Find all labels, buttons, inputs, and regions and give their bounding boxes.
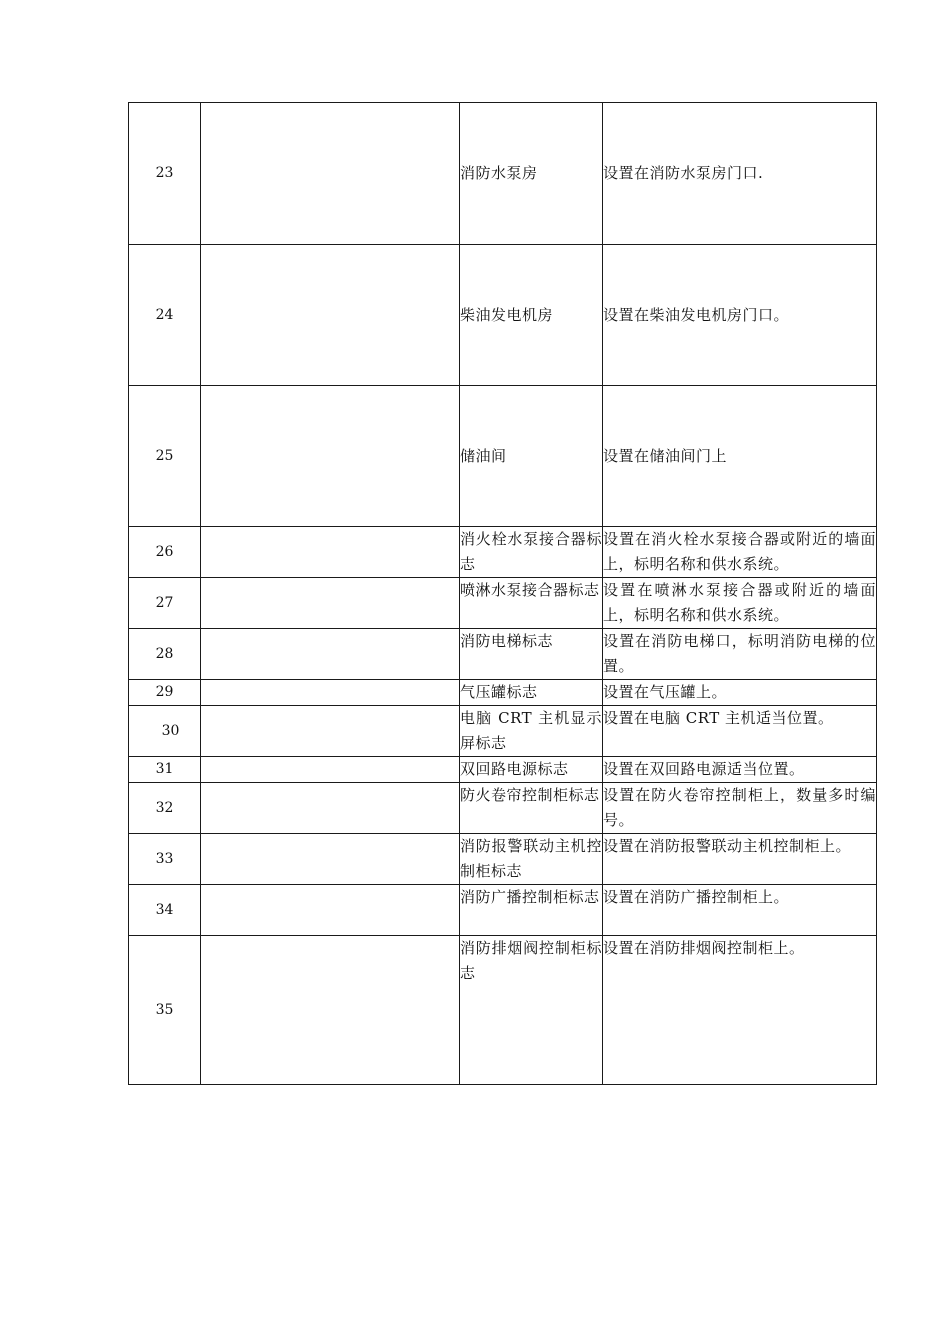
table-row <box>129 936 877 1085</box>
sign-image-cell <box>201 680 460 706</box>
sign-description: 设置在消防排烟阀控制柜上。 <box>603 936 877 1085</box>
sign-description: 设置在喷淋水泵接合器或附近的墙面上，标明名称和供水系统。 <box>603 578 877 629</box>
row-number: 27 <box>129 578 201 629</box>
sign-image-cell <box>201 245 460 386</box>
sign-image-cell <box>201 834 460 885</box>
row-number: 28 <box>129 629 201 680</box>
table-row <box>129 245 877 386</box>
table-row <box>129 834 877 885</box>
sign-description: 设置在消火栓水泵接合器或附近的墙面上，标明名称和供水系统。 <box>603 527 877 578</box>
sign-name: 消防广播控制柜标志 <box>460 885 603 936</box>
sign-name: 柴油发电机房 <box>460 245 603 386</box>
row-number: 26 <box>129 527 201 578</box>
sign-name: 消防排烟阀控制柜标志 <box>460 936 603 1085</box>
sign-image-cell <box>201 629 460 680</box>
sign-description: 设置在气压罐上。 <box>603 680 877 706</box>
sign-name: 消火栓水泵接合器标志 <box>460 527 603 578</box>
table-row <box>129 783 877 834</box>
sign-description: 设置在消防报警联动主机控制柜上。 <box>603 834 877 885</box>
table-row <box>129 578 877 629</box>
sign-name: 喷淋水泵接合器标志 <box>460 578 603 629</box>
row-number: 32 <box>129 783 201 834</box>
sign-name: 防火卷帘控制柜标志 <box>460 783 603 834</box>
table-row <box>129 527 877 578</box>
sign-image-cell <box>201 757 460 783</box>
table-row <box>129 680 877 706</box>
table-row <box>129 629 877 680</box>
sign-image-cell <box>201 885 460 936</box>
row-number: 23 <box>129 103 201 245</box>
sign-image-cell <box>201 706 460 757</box>
row-number: 34 <box>129 885 201 936</box>
sign-description: 设置在消防广播控制柜上。 <box>603 885 877 936</box>
sign-image-cell <box>201 527 460 578</box>
sign-description: 设置在电脑 CRT 主机适当位置。 <box>603 706 877 757</box>
sign-name: 消防水泵房 <box>460 103 603 245</box>
row-number: 24 <box>129 245 201 386</box>
sign-image-cell <box>201 578 460 629</box>
sign-description: 设置在消防电梯口，标明消防电梯的位置。 <box>603 629 877 680</box>
table-row <box>129 706 877 757</box>
sign-description: 设置在双回路电源适当位置。 <box>603 757 877 783</box>
sign-description: 设置在防火卷帘控制柜上，数量多时编号。 <box>603 783 877 834</box>
row-number: 33 <box>129 834 201 885</box>
sign-name: 双回路电源标志 <box>460 757 603 783</box>
sign-name: 储油间 <box>460 386 603 527</box>
row-number: 25 <box>129 386 201 527</box>
sign-image-cell <box>201 936 460 1085</box>
row-number: 30 <box>129 706 201 757</box>
sign-description: 设置在消防水泵房门口. <box>603 103 877 245</box>
table-row <box>129 386 877 527</box>
table-row <box>129 885 877 936</box>
row-number: 29 <box>129 680 201 706</box>
sign-name: 消防电梯标志 <box>460 629 603 680</box>
sign-image-cell <box>201 103 460 245</box>
sign-description: 设置在储油间门上 <box>603 386 877 527</box>
sign-name: 消防报警联动主机控制柜标志 <box>460 834 603 885</box>
sign-image-cell <box>201 783 460 834</box>
row-number: 35 <box>129 936 201 1085</box>
sign-name: 气压罐标志 <box>460 680 603 706</box>
table-row <box>129 757 877 783</box>
table-row <box>129 103 877 245</box>
sign-image-cell <box>201 386 460 527</box>
row-number: 31 <box>129 757 201 783</box>
sign-description: 设置在柴油发电机房门口。 <box>603 245 877 386</box>
sign-table <box>128 102 877 1085</box>
sign-name: 电脑 CRT 主机显示屏标志 <box>460 706 603 757</box>
